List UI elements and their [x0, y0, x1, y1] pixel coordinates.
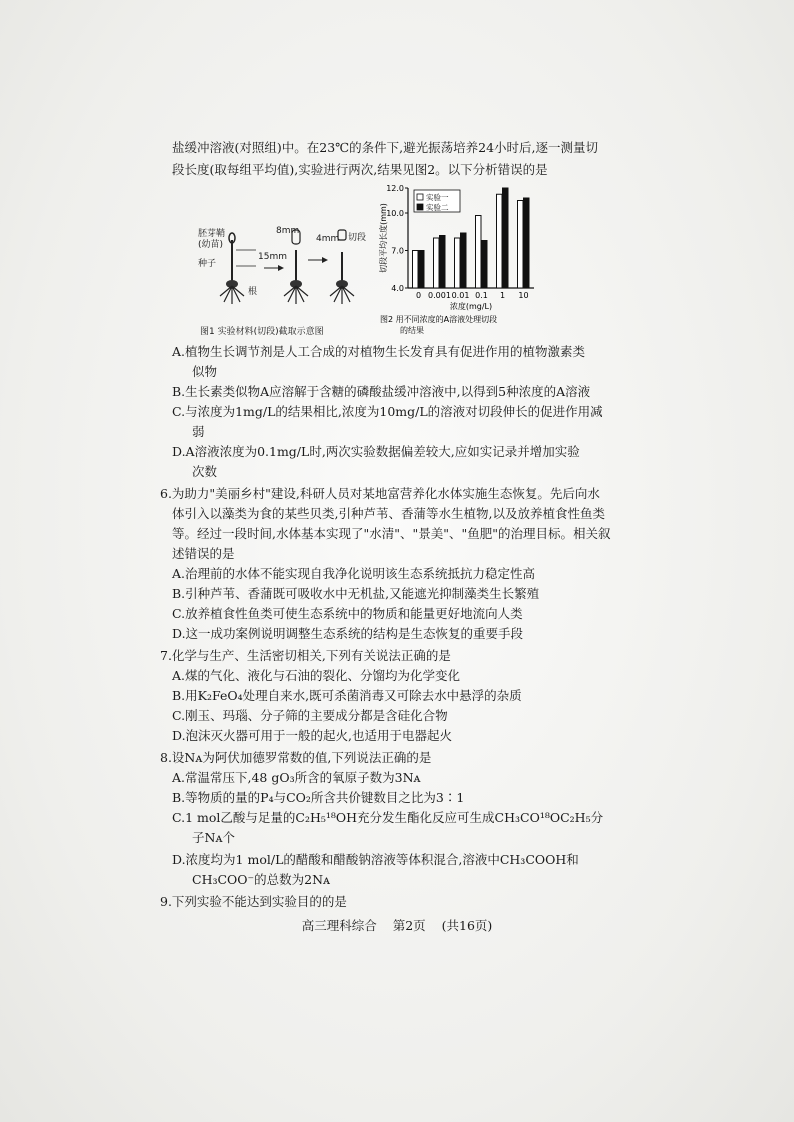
legend-swatch-2 [417, 204, 423, 210]
label-segment: 切段 [348, 233, 367, 243]
q8-option-c-line-2: 子Nᴀ个 [192, 830, 235, 845]
x-tick-label-2: 0.01 [451, 291, 470, 300]
bar-series2-2 [461, 233, 467, 288]
intro-line-1: 盐缓冲溶液(对照组)中。在23℃的条件下,避光振荡培养24小时后,逐一测量切 [172, 140, 598, 155]
y-tick-label-3: 12.0 [386, 184, 404, 193]
page-footer [0, 916, 794, 934]
q5-option-d-line-1: D.A溶液浓度为0.1mg/L时,两次实验数据偏差较大,应如实记录并增加实验 [172, 444, 580, 459]
label-coleoptile: 胚芽鞘 [198, 229, 226, 239]
q7-stem: 7.化学与生产、生活密切相关,下列有关说法正确的是 [160, 648, 451, 663]
q7-option-d: D.泡沫灭火器可用于一般的起火,也适用于电器起火 [172, 728, 453, 743]
q8-option-a: A.常温常压下,48 gO₃所含的氧原子数为3Nᴀ [172, 770, 421, 785]
q9-stem: 9.下列实验不能达到实验目的的是 [160, 894, 347, 909]
y-tick-label-2: 10.0 [386, 209, 404, 218]
q8-option-b: B.等物质的量的P₄与CO₂所含共价键数目之比为3∶1 [172, 790, 465, 805]
y-axis-label: 切段平均长度(mm) [379, 203, 388, 273]
figure-1-caption: 图1 实验材料(切段)截取示意图 [200, 327, 324, 337]
q5-option-b: B.生长素类似物A应溶解于含糖的磷酸盐缓冲溶液中,以得到5种浓度的A溶液 [172, 384, 591, 399]
q7-option-c: C.刚玉、玛瑙、分子筛的主要成分都是含硅化合物 [172, 708, 448, 723]
bar-chart-svg [376, 180, 556, 340]
q8-option-d-line-2: CH₃COO⁻的总数为2Nᴀ [192, 872, 331, 887]
q5-option-d-line-2: 次数 [192, 464, 218, 479]
intro-line-2: 段长度(取每组平均值),实验进行两次,结果见图2。以下分析错误的是 [172, 162, 548, 177]
q6-option-b: B.引种芦苇、香蒲既可吸收水中无机盐,又能遮光抑制藻类生长繁殖 [172, 586, 540, 601]
label-8mm: 8mm [276, 226, 300, 236]
q6-option-d: D.这一成功案例说明调整生态系统的结构是生态恢复的重要手段 [172, 626, 524, 641]
q8-stem: 8.设Nᴀ为阿伏加德罗常数的值,下列说法正确的是 [160, 750, 432, 765]
bar-series2-5 [524, 198, 530, 288]
figures-area [196, 180, 556, 340]
q5-option-c-line-1: C.与浓度为1mg/L的结果相比,浓度为10mg/L的溶液对切段伸长的促进作用减 [172, 404, 603, 419]
label-15mm: 15mm [258, 252, 287, 262]
bar-series1-1 [434, 238, 440, 288]
x-tick-label-0: 0 [415, 291, 422, 300]
q6-option-a: A.治理前的水体不能实现自我净化说明该生态系统抵抗力稳定性高 [172, 566, 536, 581]
figure-1 [196, 220, 367, 337]
y-tick-label-0: 4.0 [391, 284, 404, 293]
q6-stem-line-4: 述错误的是 [172, 546, 235, 561]
bar-series2-1 [440, 236, 446, 289]
q6-stem-line-2: 体引入以藻类为食的某些贝类,引种芦苇、香蒲等水生植物,以及放养植食性鱼类 [172, 506, 605, 521]
figure-2-caption-line-1: 图2 用不同浓度的A溶液处理切段 [380, 315, 498, 324]
x-tick-label-5: 10 [518, 291, 529, 300]
legend-swatch-1 [417, 194, 423, 200]
x-tick-label-1: 0.001 [428, 291, 451, 300]
label-young: (幼苗) [198, 240, 224, 250]
q6-option-c: C.放养植食性鱼类可使生态系统中的物质和能量更好地流向人类 [172, 606, 523, 621]
x-tick-label-3: 0.1 [475, 291, 488, 300]
footer-subject: 高三理科综合 [301, 918, 377, 933]
legend-label-2: 实验二 [426, 203, 449, 212]
figure-2-chart [376, 180, 556, 340]
q8-option-d-line-1: D.浓度均为1 mol/L的醋酸和醋酸钠溶液等体积混合,溶液中CH₃COOH和 [172, 852, 579, 867]
bar-series2-0 [419, 251, 425, 289]
y-tick-label-1: 7.0 [391, 246, 404, 256]
q6-stem-line-1: 6.为助力"美丽乡村"建设,科研人员对某地富营养化水体实施生态恢复。先后向水 [160, 486, 600, 501]
legend-label-1: 实验一 [426, 193, 449, 202]
footer-total: (共16页) [441, 918, 493, 933]
bar-series1-4 [497, 194, 503, 288]
q5-option-a-line-2: 似物 [192, 364, 218, 379]
figure-2-caption-line-2: 的结果 [400, 326, 424, 335]
q5-option-c-line-2: 弱 [192, 424, 205, 439]
label-4mm: 4mm [316, 234, 340, 244]
footer-page: 第2页 [392, 918, 426, 933]
q7-option-a: A.煤的气化、液化与石油的裂化、分馏均为化学变化 [172, 668, 461, 683]
bar-series2-3 [482, 241, 488, 289]
bar-series1-5 [518, 201, 524, 289]
bar-series1-0 [413, 251, 419, 289]
x-tick-label-4: 1 [499, 291, 506, 300]
q7-option-b: B.用K₂FeO₄处理自来水,既可杀菌消毒又可除去水中悬浮的杂质 [172, 688, 522, 703]
bar-series1-2 [455, 238, 461, 288]
q5-option-a-line-1: A.植物生长调节剂是人工合成的对植物生长发育具有促进作用的植物激素类 [172, 344, 586, 359]
q6-stem-line-3: 等。经过一段时间,水体基本实现了"水清"、"景美"、"鱼肥"的治理目标。相关叙 [172, 526, 611, 541]
bar-series1-3 [476, 216, 482, 289]
x-axis-label: 浓度(mg/L) [449, 302, 493, 311]
bar-series2-4 [503, 188, 509, 288]
label-root: 根 [248, 287, 258, 297]
label-seed: 种子 [198, 259, 217, 269]
q8-option-c-line-1: C.1 mol乙酸与足量的C₂H₅¹⁸OH充分发生酯化反应可生成CH₃CO¹⁸OC₂H₅分 [172, 810, 604, 825]
